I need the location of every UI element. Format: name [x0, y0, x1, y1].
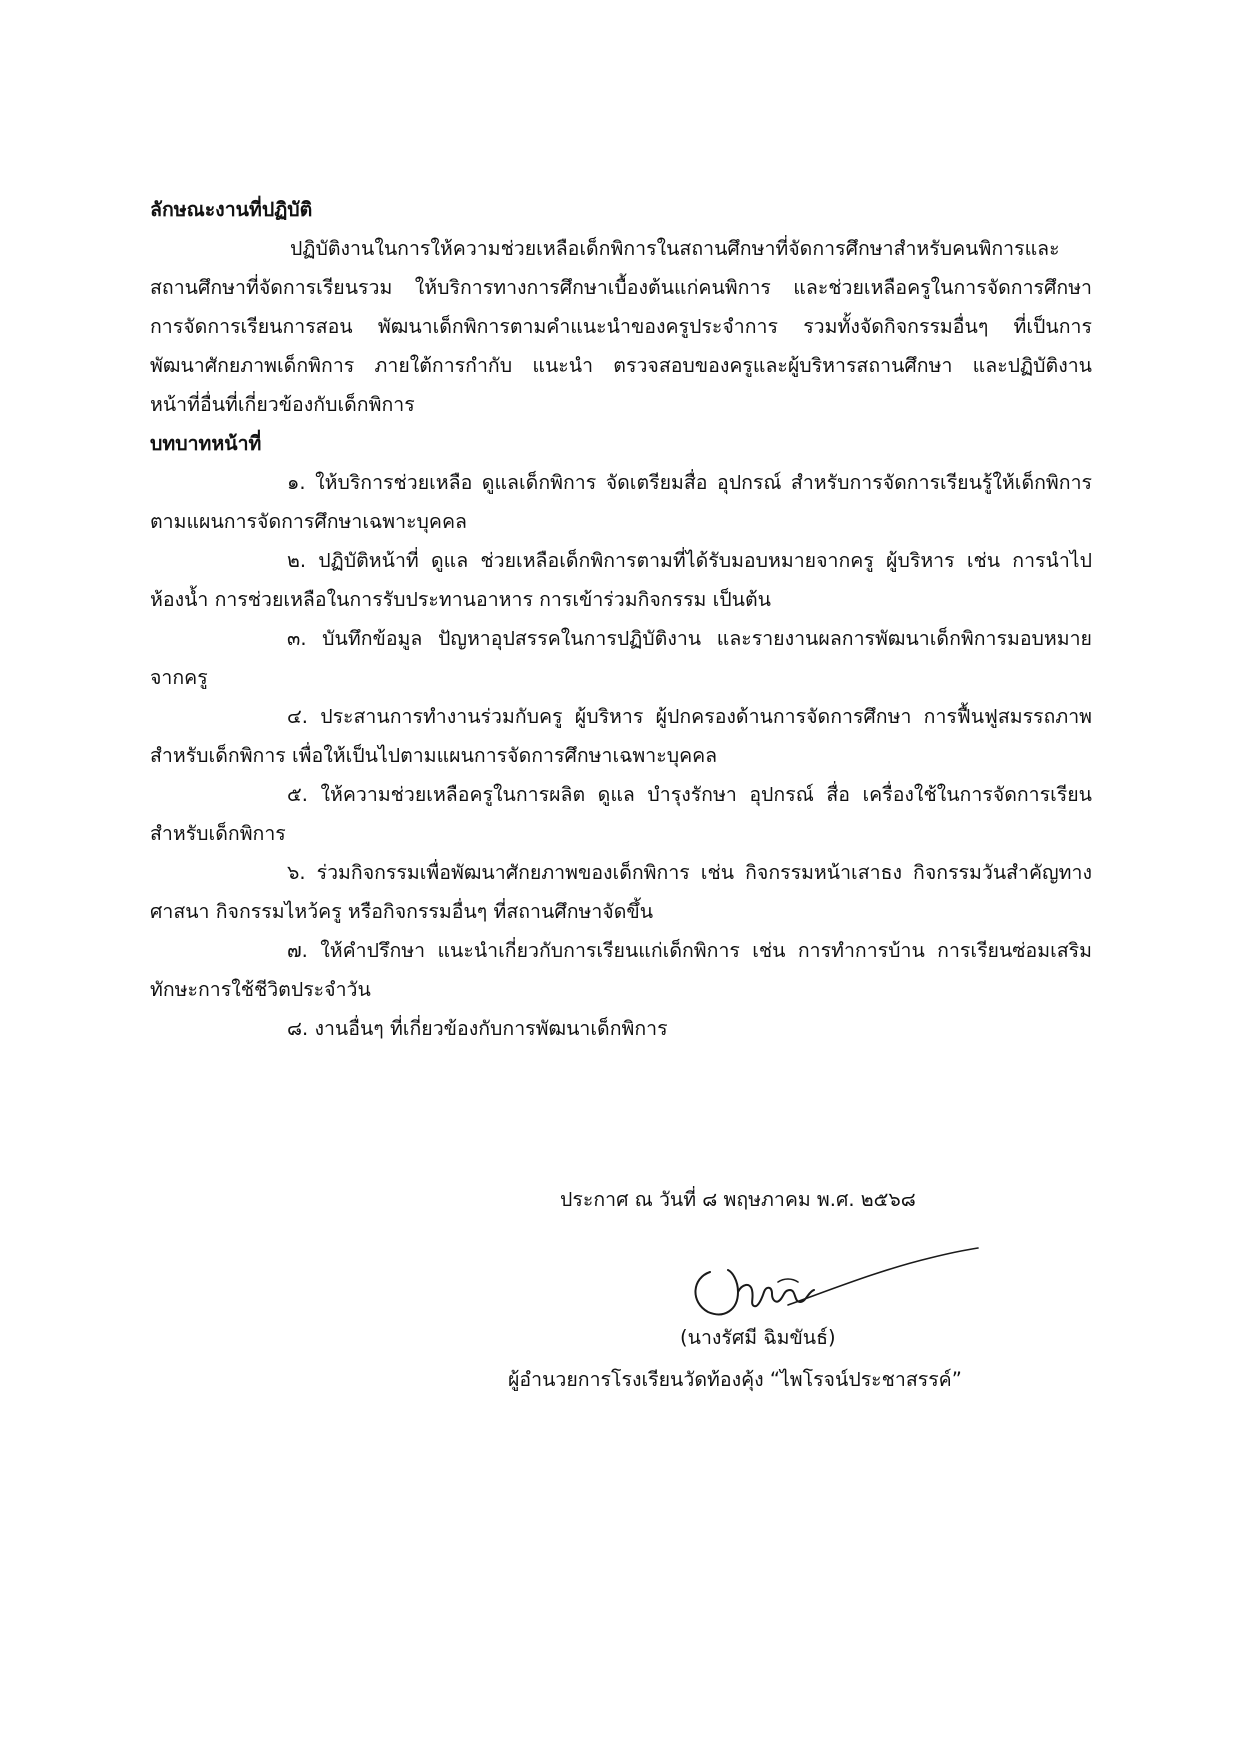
role-item-2: ๒. ปฏิบัติหน้าที่ ดูแล ช่วยเหลือเด็กพิการตามที่ได้รับมอบหมายจากครู ผู้บริหาร เช่น การนำไปห้องน้ำ การช่วยเหลือในการรับประทานอาหาร การเข้าร่วมกิจกรรม เป็นต้น — [150, 549, 1092, 611]
signer-title: ผู้อำนวยการโรงเรียนวัดท้องคุ้ง “ไพโรจน์ประชาสรรค์” — [508, 1368, 962, 1391]
role-item-4: ๔. ประสานการทำงานร่วมกับครู ผู้บริหาร ผู้ปกครองด้านการจัดการศึกษา การฟื้นฟูสมรรถภาพสำหรับเด็กพิการ เพื่อให้เป็นไปตามแผนการจัดการศึกษาเฉพาะบุคคล — [150, 705, 1092, 767]
role-item-6: ๖. ร่วมกิจกรรมเพื่อพัฒนาศักยภาพของเด็กพิการ เช่น กิจกรรมหน้าเสาธง กิจกรรมวันสำคัญทางศาสนา กิจกรรมไหว้ครู หรือกิจกรรมอื่นๆ ที่สถานศึกษาจัดขึ้น — [150, 861, 1092, 923]
document-body — [150, 190, 1092, 1048]
role-item-3: ๓. บันทึกข้อมูล ปัญหาอุปสรรคในการปฏิบัติงาน และรายงานผลการพัฒนาเด็กพิการมอบหมายจากครู — [150, 627, 1092, 689]
duties-heading: ลักษณะงานที่ปฏิบัติ — [150, 198, 313, 221]
role-item-5: ๕. ให้ความช่วยเหลือครูในการผลิต ดูแล บำรุงรักษา อุปกรณ์ สื่อ เครื่องใช้ในการจัดการเรียนสำหรับเด็กพิการ — [150, 783, 1092, 845]
handwritten-signature — [680, 1220, 980, 1330]
role-item-7: ๗. ให้คำปรึกษา แนะนำเกี่ยวกับการเรียนแก่เด็กพิการ เช่น การทำการบ้าน การเรียนซ่อมเสริมทักษะการใช้ชีวิตประจำวัน — [150, 939, 1092, 1001]
signer-name: (นางรัศมี ฉิมขันธ์) — [680, 1326, 836, 1349]
announcement-date: ประกาศ ณ วันที่ ๘ พฤษภาคม พ.ศ. ๒๕๖๘ — [560, 1188, 916, 1211]
roles-heading: บทบาทหน้าที่ — [150, 432, 262, 455]
role-item-1: ๑. ให้บริการช่วยเหลือ ดูแลเด็กพิการ จัดเตรียมสื่อ อุปกรณ์ สำหรับการจัดการเรียนรู้ให้เด็กพิการตามแผนการจัดการศึกษาเฉพาะบุคคล — [150, 471, 1092, 533]
role-item-8: ๘. งานอื่นๆ ที่เกี่ยวข้องกับการพัฒนาเด็กพิการ — [287, 1017, 668, 1040]
duties-paragraph: ปฏิบัติงานในการให้ความช่วยเหลือเด็กพิการในสถานศึกษาที่จัดการศึกษาสำหรับคนพิการและสถานศึกษาที่จัดการเรียนรวม ให้บริการทางการศึกษาเบื้องต้นแก่คนพิการ และช่วยเหลือครูในการจัดการศึกษาการจัดการเรียนการสอน พัฒนาเด็กพิการตามคำแนะนำของครูประจำการ รวมทั้งจัดกิจกรรมอื่นๆ ที่เป็นการพัฒนาศักยภาพเด็กพิการ ภายใต้การกำกับ แนะนำ ตรวจสอบของครูและผู้บริหารสถานศึกษา และปฏิบัติงานหน้าที่อื่นที่เกี่ยวข้องกับเด็กพิการ — [150, 237, 1092, 416]
